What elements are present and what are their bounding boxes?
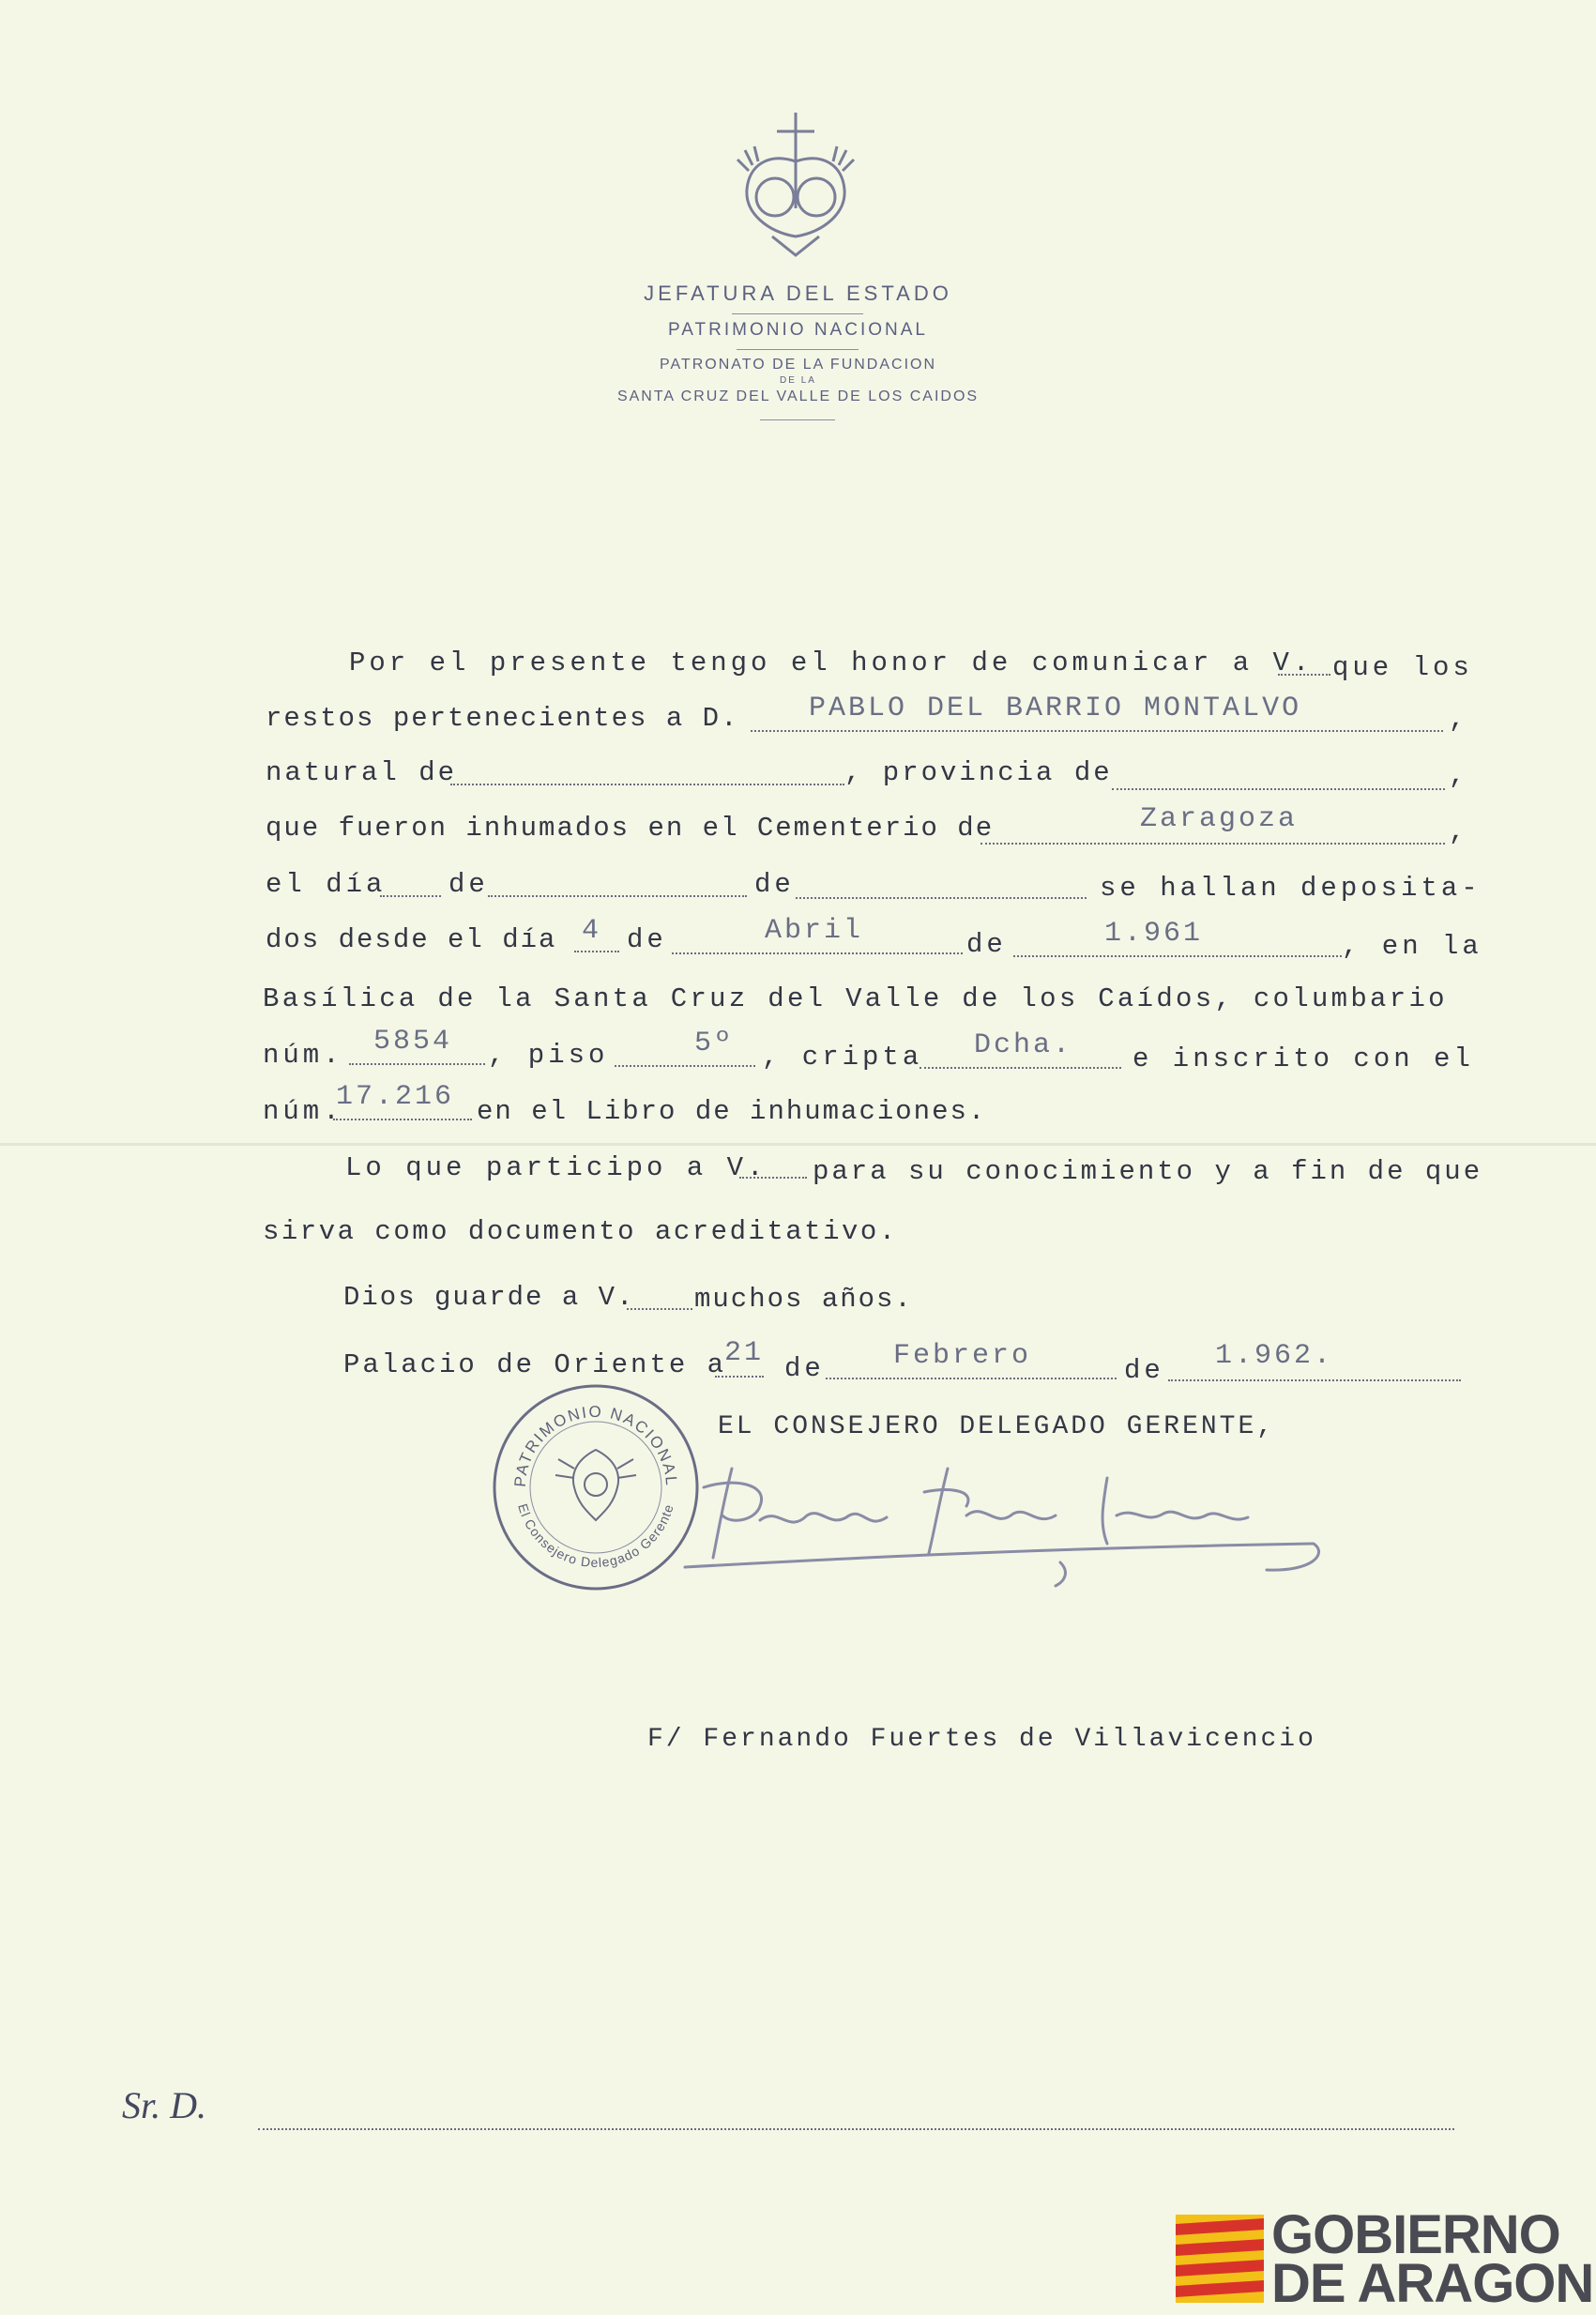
deceased-name-field [751, 730, 1443, 732]
date-year-field [1168, 1379, 1461, 1381]
year-field [796, 897, 1087, 899]
body-line-1b: que los [1332, 652, 1473, 683]
body-line-9a: núm. [263, 1096, 343, 1127]
body-line-9b: en el Libro de inhumaciones. [477, 1096, 987, 1127]
body-line-3c: , [1449, 760, 1469, 791]
letterhead-divider [732, 313, 863, 314]
body-line-12b: muchos años. [694, 1284, 913, 1315]
addressee-field [258, 2128, 1454, 2130]
date-month: Febrero [893, 1340, 1032, 1372]
body-line-11: sirva como documento acreditativo. [263, 1216, 898, 1247]
date-day: 21 [724, 1337, 765, 1369]
body-line-8d: e inscrito con el [1132, 1043, 1474, 1074]
deceased-name: PABLO DEL BARRIO MONTALVO [809, 693, 1302, 724]
date-month-field [826, 1378, 1117, 1379]
columbario-field [349, 1063, 485, 1065]
letterhead-line-5: SANTA CRUZ DEL VALLE DE LOS CAIDOS [616, 388, 980, 404]
blank-field [627, 1308, 692, 1310]
cripta: Dcha. [974, 1029, 1073, 1061]
body-line-5d: se hallan deposita- [1100, 873, 1482, 904]
cross-emblem-icon [721, 105, 871, 265]
body-line-13b: de [784, 1353, 825, 1384]
stamp-bottom-text: El Consejero Delegado Gerente [515, 1501, 676, 1571]
letterhead-line-4: DE LA [780, 375, 816, 386]
day-field [380, 895, 441, 897]
natural-field [450, 784, 844, 785]
letterhead-line-3: PATRONATO DE LA FUNDACION [659, 357, 937, 373]
eagle-crest-icon [555, 1450, 636, 1520]
columbario: 5854 [373, 1026, 453, 1058]
provincia-field [1112, 788, 1445, 790]
piso-field [615, 1065, 755, 1067]
logo-line-2: DE ARAGON [1271, 2253, 1594, 2314]
body-line-6c: de [966, 929, 1007, 960]
body-line-10a: Lo que participo a V. [345, 1152, 768, 1183]
body-line-5b: de [448, 869, 489, 900]
dep-year-field [1013, 955, 1342, 957]
paper-fold [0, 1143, 1596, 1146]
body-line-4a: que fueron inhumados en el Cementerio de [266, 813, 995, 844]
date-year: 1.962. [1215, 1340, 1334, 1372]
body-line-5c: de [754, 869, 795, 900]
body-line-2b: , [1449, 704, 1469, 735]
body-line-6b: de [627, 924, 667, 955]
piso: 5º [694, 1028, 735, 1059]
letterhead-line-1: JEFATURA DEL ESTADO [644, 282, 952, 305]
stamp-top-text: PATRIMONIO NACIONAL [510, 1402, 681, 1488]
body-line-5a: el día [266, 869, 387, 900]
body-line-12a: Dios guarde a V. [343, 1282, 635, 1313]
month-field [488, 895, 747, 897]
letterhead-line-2: PATRIMONIO NACIONAL [668, 320, 928, 340]
aragon-flag-icon [1176, 2215, 1264, 2303]
letterhead-divider [737, 349, 859, 350]
body-line-13c: de [1124, 1355, 1164, 1386]
cemetery-field [980, 843, 1445, 845]
body-line-6a: dos desde el día [266, 924, 557, 955]
libro-num: 17.216 [336, 1081, 455, 1113]
signatory-title: EL CONSEJERO DELEGADO GERENTE, [718, 1412, 1276, 1441]
date-day-field [715, 1376, 764, 1378]
body-line-8b: , piso [488, 1040, 609, 1071]
body-line-1a: Por el presente tengo el honor de comunicar a V. [349, 647, 1314, 678]
letterhead-divider [760, 419, 835, 420]
libro-num-field [333, 1119, 472, 1120]
blank-field [739, 1177, 807, 1179]
body-line-4b: , [1449, 816, 1469, 847]
addressee-label: Sr. D. [122, 2084, 207, 2126]
cemetery: Zaragoza [1140, 803, 1299, 835]
body-line-8c: , cripta [762, 1042, 923, 1073]
dep-month-field [672, 952, 963, 954]
signed-by: F/ Fernando Fuertes de Villavicencio [647, 1725, 1316, 1754]
body-line-8a: núm. [263, 1040, 343, 1071]
logo-line-1: GOBIERNO [1271, 2204, 1560, 2265]
body-line-3a: natural de [266, 757, 458, 788]
dep-month: Abril [765, 915, 864, 947]
handwritten-signature [666, 1450, 1342, 1591]
dep-year: 1.961 [1104, 918, 1204, 950]
body-line-2a: restos pertenecientes a D. [266, 703, 739, 734]
blank-field [1278, 674, 1330, 676]
body-line-7: Basílica de la Santa Cruz del Valle de los Caídos, columbario [263, 983, 1448, 1014]
body-line-13a: Palacio de Oriente a [343, 1349, 727, 1380]
body-line-3b: , provincia de [844, 757, 1113, 788]
cripta-field [920, 1067, 1121, 1069]
dep-day-field [574, 951, 619, 952]
dep-day: 4 [582, 915, 602, 947]
body-line-10b: para su conocimiento y a fin de que [813, 1156, 1483, 1187]
body-line-6d: , en la [1342, 931, 1482, 962]
